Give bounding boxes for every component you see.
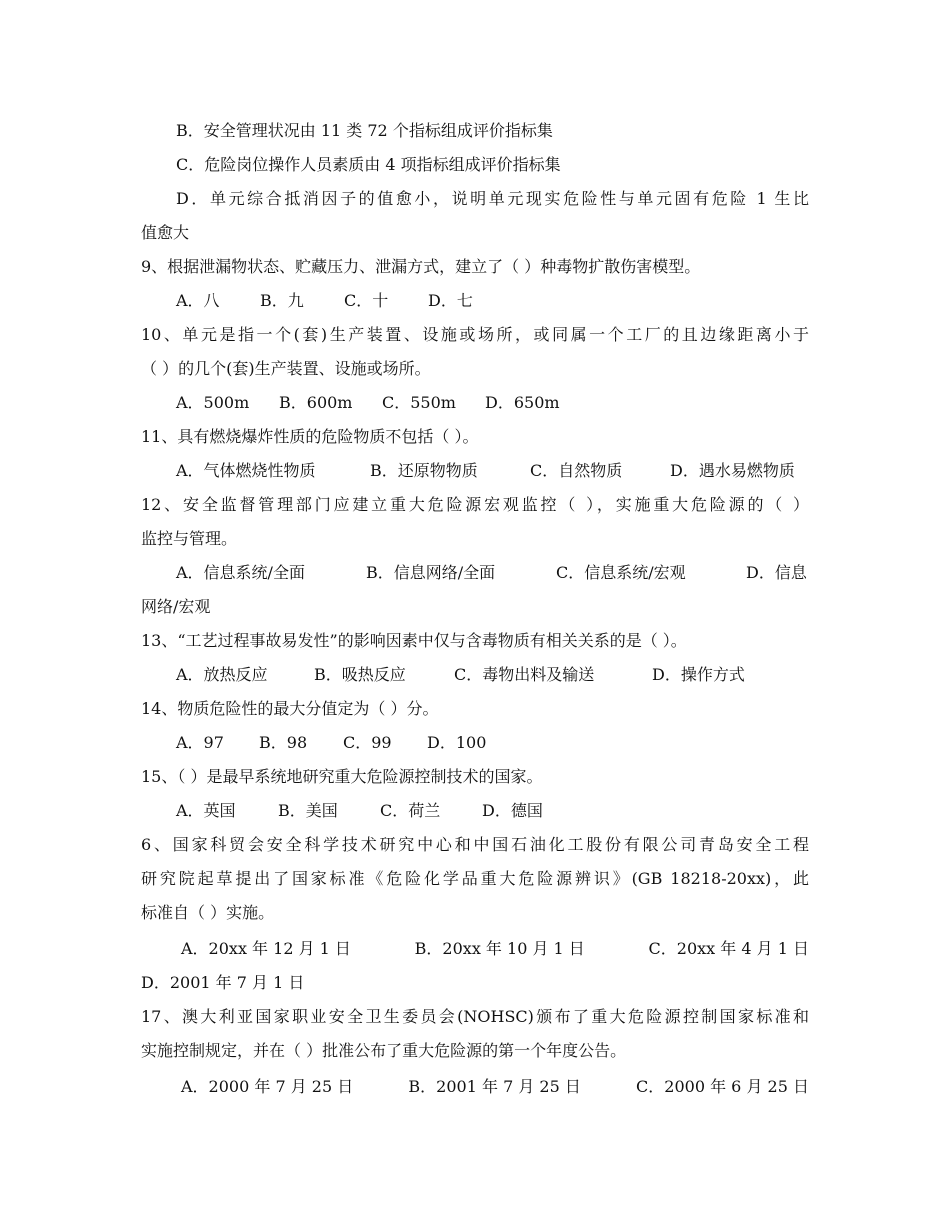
- option: A．97: [176, 733, 224, 752]
- option: C．99: [343, 733, 392, 752]
- option: D．信息: [746, 563, 807, 582]
- option-line: 值愈大: [141, 223, 190, 242]
- option: B．九: [260, 291, 304, 310]
- option: D．650m: [485, 393, 560, 412]
- question-14: 14、物质危险性的最大分值定为（ ）分。: [141, 699, 439, 718]
- question-12-options: [176, 562, 807, 584]
- question-9-options: [176, 290, 473, 312]
- option-line: C．危险岗位操作人员素质由 4 项指标组成评价指标集: [176, 155, 561, 174]
- option: A．放热反应: [176, 665, 268, 684]
- option: A．八: [176, 291, 220, 310]
- option: A．信息系统/全面: [176, 563, 305, 582]
- question-14-options: [176, 732, 486, 754]
- option: B．信息网络/全面: [366, 563, 496, 582]
- question-13-options: [176, 664, 745, 686]
- option: D．操作方式: [652, 665, 745, 684]
- question-6-cont: 研究院起草提出了国家标准《危险化学品重大危险源辨识》(GB 18218-20xx)，此: [141, 869, 809, 888]
- option: B．600m: [279, 393, 353, 412]
- option: C．十: [344, 291, 389, 310]
- option: D．遇水易燃物质: [670, 461, 795, 480]
- question-6-options: [181, 938, 809, 960]
- question-10: 10、单元是指一个(套)生产装置、设施或场所，或同属一个工厂的且边缘距离小于: [141, 325, 809, 344]
- option: B．98: [259, 733, 308, 752]
- option: A．20xx 年 12 月 1 日: [181, 939, 351, 958]
- question-17-cont: 实施控制规定，并在（ ）批准公布了重大危险源的第一个年度公告。: [141, 1041, 627, 1060]
- question-15-options: [176, 800, 543, 822]
- option: A．2000 年 7 月 25 日: [181, 1077, 354, 1096]
- question-15: 15、（ ）是最早系统地研究重大危险源控制技术的国家。: [141, 767, 543, 786]
- option: C．信息系统/宏观: [556, 563, 686, 582]
- option: B．2001 年 7 月 25 日: [408, 1077, 581, 1096]
- option: A．英国: [176, 801, 236, 820]
- option-line: D．单元综合抵消因子的值愈小，说明单元现实危险性与单元固有危险 1 生比: [176, 189, 809, 208]
- option: C．20xx 年 4 月 1 日: [648, 939, 809, 958]
- option: C．荷兰: [380, 801, 441, 820]
- question-6-cont2: 标准自（ ）实施。: [141, 903, 275, 922]
- option: C．550m: [382, 393, 456, 412]
- option: B．20xx 年 10 月 1 日: [414, 939, 585, 958]
- question-6-option-d: D．2001 年 7 月 1 日: [141, 973, 305, 992]
- question-11-options: [176, 460, 795, 482]
- question-6: 6、国家科贸会安全科学技术研究中心和中国石油化工股份有限公司青岛安全工程: [141, 835, 809, 854]
- option: A．500m: [176, 393, 250, 412]
- option: C．毒物出料及输送: [454, 665, 595, 684]
- question-12-cont: 监控与管理。: [141, 529, 238, 548]
- option: C．自然物质: [530, 461, 623, 480]
- question-9: 9、根据泄漏物状态、贮藏压力、泄漏方式，建立了（ ）种毒物扩散伤害模型。: [141, 257, 701, 276]
- option: B．美国: [278, 801, 338, 820]
- question-13: 13、“工艺过程事故易发性”的影响因素中仅与含毒物质有相关关系的是（ ）。: [141, 631, 687, 650]
- question-10-cont: （ ）的几个(套)生产装置、设施或场所。: [141, 359, 431, 378]
- question-12-cont2: 网络/宏观: [141, 597, 211, 616]
- option: A．气体燃烧性物质: [176, 461, 316, 480]
- question-17-options: [181, 1076, 809, 1098]
- question-12: 12、安全监督管理部门应建立重大危险源宏观监控（ ），实施重大危险源的（ ）: [141, 495, 809, 514]
- option: B．还原物物质: [370, 461, 478, 480]
- question-17: 17、澳大利亚国家职业安全卫生委员会(NOHSC)颁布了重大危险源控制国家标准和: [141, 1007, 809, 1026]
- option: D．七: [428, 291, 473, 310]
- option-line: B．安全管理状况由 11 类 72 个指标组成评价指标集: [176, 121, 553, 140]
- option: D．德国: [482, 801, 543, 820]
- question-10-options: [176, 392, 560, 414]
- option: C．2000 年 6 月 25 日: [636, 1077, 809, 1096]
- option: B．吸热反应: [314, 665, 406, 684]
- option: D．100: [427, 733, 487, 752]
- question-11: 11、具有燃烧爆炸性质的危险物质不包括（ ）。: [141, 427, 479, 446]
